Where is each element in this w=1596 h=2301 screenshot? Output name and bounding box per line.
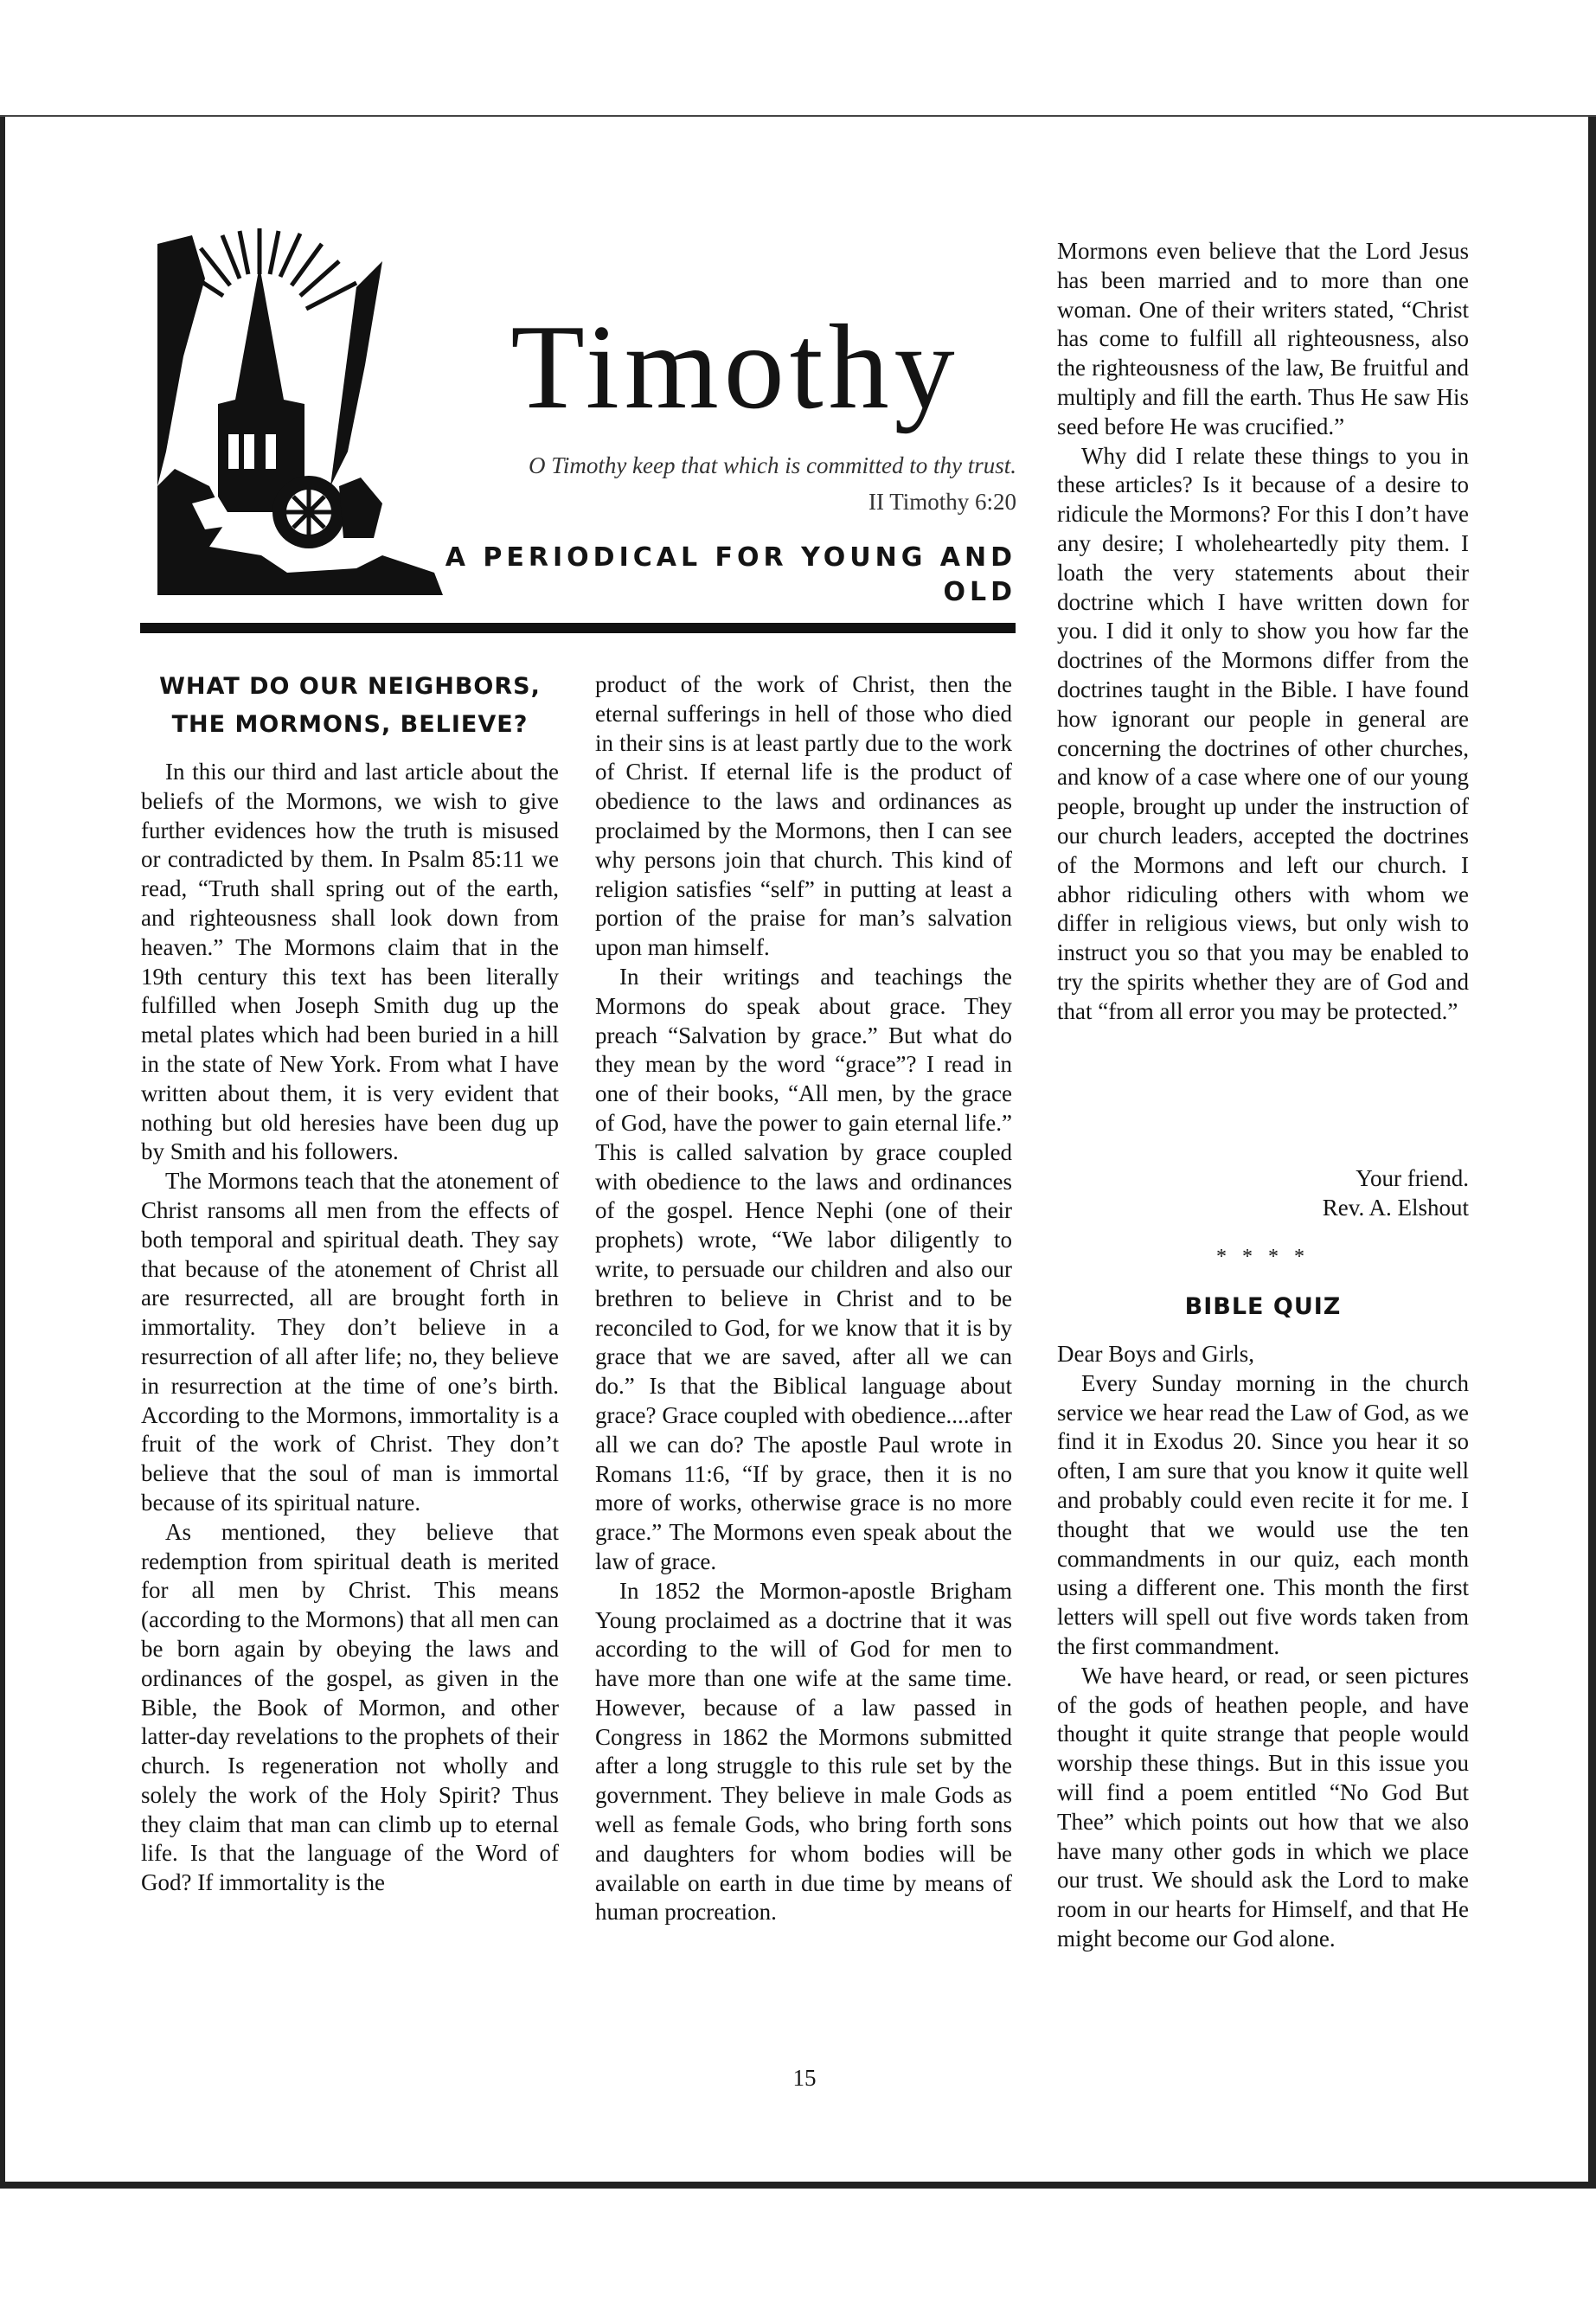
article-heading [141, 668, 559, 744]
quiz-greeting: Dear Boys and Girls, [1057, 1341, 1254, 1367]
scan-edge-right [1588, 117, 1596, 2189]
masthead-verse: O Timothy keep that which is committed to thy trust. [529, 452, 1016, 478]
masthead-verse-reference: II Timothy 6:20 [868, 489, 1016, 515]
page-number: 15 [792, 2065, 817, 2091]
article-column-right [1057, 237, 1469, 1027]
article-heading-line: THE MORMONS, BELIEVE? [171, 711, 529, 738]
scan-margin-top [0, 0, 1596, 117]
scan-edge-left [0, 117, 5, 2184]
quiz-heading: BIBLE QUIZ [1184, 1293, 1342, 1320]
article-paragraph: In this our third and last article about the beliefs of the Mormons, we wish to give further evidences how the truth is misused or contradicted by them. In Psalm 85:11 we read, “Truth shall spring out of the earth, and righteousness shall look down from heaven.” The Mormons claim that in the 19th century this text has been literally fulfilled when Joseph Smith dug up the metal plates which had been buried in a hill in the state of New York. From what I have written about them, it is very evident that nothing but old heresies have been dug up by Smith and his followers. [141, 759, 559, 1165]
article-paragraph: Mormons even believe that the Lord Jesus has been married and to more than one woman. One of their writers stated, “Christ has come to fulfill all righteousness, also the righteousness of the law, Be fruitful and multiply and fill the earth. Thus He saw His seed before He was crucified.” [1057, 238, 1469, 439]
quiz-paragraph: Every Sunday morning in the church service we hear read the Law of God, as we find it in Exodus 20. Since you hear it so often, I am sure that you know it quite well and probably could even recite it for me. I thought that we would use the ten commandments in our quiz, each month using a different one. This month the first letters will spell out five words taken from the first commandment. [1057, 1369, 1469, 1659]
church-spire-icon [157, 227, 443, 595]
signoff-closing: Your friend. [1356, 1165, 1469, 1191]
article-paragraph: product of the work of Christ, then the eternal sufferings in hell of those who died in their sins is at least partly due to the work of Christ. If eternal life is the product of obedience to the laws and ordinances as proclaimed by the Mormons, then I can see why persons join that church. This kind of religion satisfies “self” in putting at least a portion of the praise for man’s salvation upon man himself. [595, 671, 1012, 961]
scan-edge-bottom [0, 2182, 1596, 2189]
article-paragraph: Why did I relate these things to you in these articles? Is it because of a desire to ridicule the Mormons? For this I don’t have any desire; I wholeheartedly pity them. I loath the very statements about their doctrine which I have written down for you. I did it only to show you how far the doctrines of the Mormons differ from the doctrines taught in the Bible. I have found how ignorant our people in general are concerning the doctrines of other churches, and know of a case where one of our young people, brought up under the instruction of our church leaders, accepted the doctrines of the Mormons and left our church. I abhor ridiculing others with whom we differ in religious views, but only wish to instruct you so that you may be enabled to try the spirits whether they are of God and that “from all error you may be protected.” [1057, 442, 1469, 1024]
article-paragraph: The Mormons teach that the atonement of Christ ransoms all men from the effects of both temporal and spiritual death. They say that because of the atonement of Christ all are resurrected, all are brought forth in immortality. They don’t believe in a resurrection of all after life; no, they believe in resurrection at the time of one’s birth. According to the Mormons, immortality is a fruit of the work of Christ. They don’t believe that the soul of man is immortal because of its spiritual nature. [141, 1168, 559, 1516]
article-column-middle [595, 670, 1012, 1927]
article-column-left [141, 758, 559, 1898]
article-signoff [1057, 1163, 1469, 1222]
masthead-rule [140, 623, 1016, 633]
signoff-author: Rev. A. Elshout [1322, 1195, 1469, 1221]
article-paragraph: As mentioned, they believe that redemption from spiritual death is merited for all men by Christ. This means (according to the Mormons) that all men can be born again by obeying the laws and ordinances of the gospel, as given in the Bible, the Book of Mormon, and other latter-day revelations to the prophets of their church. Is regeneration not wholly and solely the work of the Holy Spirit? Thus they claim that man can climb up to eternal life. Is that the language of the Word of God? If immortality is the [141, 1518, 559, 1896]
quiz-column [1057, 1340, 1469, 1954]
article-heading-line: WHAT DO OUR NEIGHBORS, [159, 673, 541, 700]
section-separator: * * * * [1216, 1246, 1310, 1268]
masthead-subtitle: A PERIODICAL FOR YOUNG AND OLD [445, 542, 1016, 607]
article-paragraph: In 1852 the Mormon-apostle Brigham Young proclaimed as a doctrine that it was according to the will of God for men to have more than one wife at the same time. However, because of a law passed in Congress in 1862 the Mormons submitted after a long struggle to this rule set by the government. They believe in male Gods as well as female Gods, who bring forth sons and daughters for whom bodies will be available on earth in due time by means of human procreation. [595, 1577, 1012, 1926]
quiz-paragraph: We have heard, or read, or seen pictures of the gods of heathen people, and have thought it quite strange that people would worship these things. But in this issue you will find a poem entitled “No God But Thee” which points out how that we also have many other gods in which we place our trust. We should ask the Lord to make room in our hearts for Himself, and that He might become our God alone. [1057, 1662, 1469, 1952]
masthead-title: Timothy [510, 300, 960, 434]
article-paragraph: In their writings and teachings the Mormons do speak about grace. They preach “Salvation by grace.” But what do they mean by the word “grace”? I read in one of their books, “All men, by the grace of God, have the power to gain eternal life.” This is called salvation by grace coupled with obedience to the laws and ordinances of the gospel. Hence Nephi (one of their prophets) wrote, “We labor diligently to write, to persuade our children and also our brethren to believe in Christ and to be reconciled to God, for we know that it is by grace that we are saved, after all we can do.” Is that the Biblical language about grace? Grace coupled with obedience....after all we can do? The apostle Paul wrote in Romans 11:6, “If by grace, then it is no more of works, otherwise grace is no more grace.” The Mormons even speak about the law of grace. [595, 963, 1012, 1574]
